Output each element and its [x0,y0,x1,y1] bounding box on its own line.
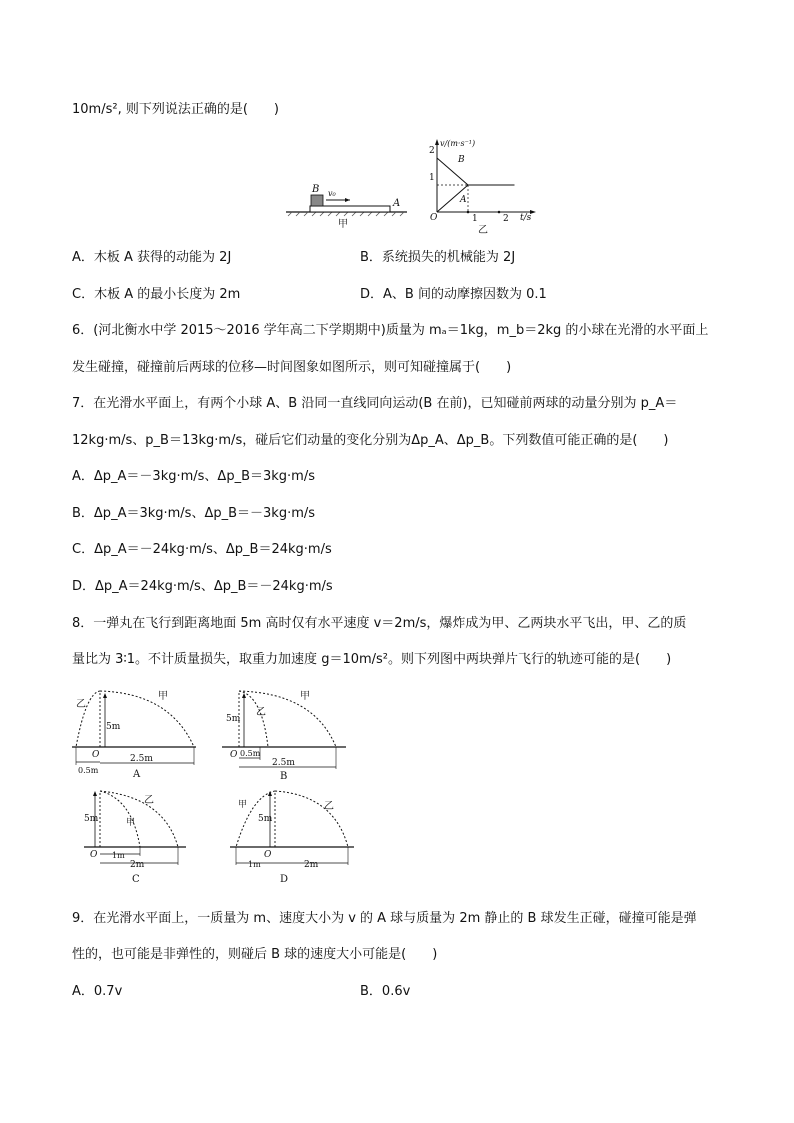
q5-option-d: D．A、B 间的动摩擦因数为 0.1 [360,287,547,302]
q9-line-2: 性的，也可能是非弹性的，则碰后 B 球的速度大小可能是( ) [72,947,438,962]
q8-line-1: 8．一弹丸在飞行到距离地面 5m 高时仅有水平速度 v＝2m/s，爆炸成为甲、乙两块水平飞出，甲、乙的质 [72,616,687,631]
fig-b-caption: B [280,771,288,780]
x-tick-dot [498,211,501,214]
series-line-a [437,185,515,212]
caption-yi: 乙 [478,225,488,236]
q7-option-b: B．Δp_A＝3kg·m/s、Δp_B＝－3kg·m/s [72,506,316,521]
fig-a-left-label: 乙 [76,699,86,710]
q9-line-1: 9．在光滑水平面上，一质量为 m、速度大小为 v 的 A 球与质量为 2m 静止的 B 球发生正碰，碰撞可能是弹 [72,911,697,926]
q5-option-b: B．系统损失的机械能为 2J [360,250,516,265]
q5-board-figure [282,180,412,230]
curve-a-label: A [460,195,467,205]
fig-b-d2: 2.5m [272,758,295,768]
fig-a-d1: 0.5m [78,766,99,775]
fig-d-height: 5m [258,814,273,824]
fig-c-left-label: 甲 [126,818,136,828]
axis-ylabel: v/(m·s⁻¹) [440,139,476,148]
y-tick-2: 2 [429,146,435,156]
q6-line-2: 发生碰撞，碰撞前后两球的位移—时间图象如图所示，则可知碰撞属于( ) [72,360,512,375]
fig-b-left-label: 乙 [256,707,266,718]
fig-a-height: 5m [106,722,121,732]
fig-a-caption: A [133,769,141,780]
q8-figure-b [220,685,350,780]
fig-d-left-label: 甲 [238,800,248,810]
fig-c-right-label: 乙 [144,795,154,806]
fig-b-d1: 0.5m [240,749,261,758]
fig-d-caption: D [280,874,289,885]
q8-line-2: 量比为 3∶1。不计质量损失，取重力加速度 g＝10m/s²。则下列图中两块弹片飞行的轨迹可能的是( ) [72,652,672,667]
label-v0: v₀ [328,189,336,198]
x-tick-1: 1 [472,214,478,224]
q7-line-2: 12kg·m/s、p_B＝13kg·m/s，碰后它们动量的变化分别为Δp_A、Δp_B。下列数值可能正确的是( ) [72,433,669,448]
fig-a-right-label: 甲 [158,691,168,702]
q9-option-a: A．0.7v [72,984,123,999]
curve-b-label: B [458,155,465,165]
fig-b-origin: O [230,750,238,760]
fig-a-origin: O [92,750,100,760]
fig-d-d2: 2m [304,860,319,870]
block-b [311,195,323,206]
q5-stem-tail: 10m/s², 则下列说法正确的是( ) [72,102,279,117]
q5-option-a: A．木板 A 获得的动能为 2J [72,250,232,265]
q9-option-b: B．0.6v [360,984,411,999]
q6-line-1: 6．(河北衡水中学 2015～2016 学年高二下学期期中)质量为 mₐ＝1kg，m_b＝2kg 的小球在光滑的水平面上 [72,323,709,338]
q8-figure-c [82,785,192,885]
q5-vt-graph [422,136,542,236]
q8-figure-d [228,785,358,885]
fig-c-height: 5m [84,814,99,824]
origin-label: O [430,213,438,223]
q5-option-c: C．木板 A 的最小长度为 2m [72,287,241,302]
fig-c-origin: O [90,850,98,860]
fig-d-right-label: 乙 [324,801,334,812]
series-line-b [437,158,515,185]
q7-option-c: C．Δp_A＝－24kg·m/s、Δp_B＝24kg·m/s [72,542,332,557]
fig-c-d2: 2m [130,860,145,870]
q8-figure-a [70,685,200,780]
x-tick-dot [467,211,470,214]
fig-d-origin: O [264,850,272,860]
fig-d-d1: 1m [248,860,261,869]
y-tick-1: 1 [429,173,435,183]
fig-c-d1: 1m [112,851,125,860]
fig-b-height: 5m [226,714,241,724]
q7-option-a: A．Δp_A＝－3kg·m/s、Δp_B＝3kg·m/s [72,469,315,484]
fig-c-caption: C [132,874,140,885]
q7-line-1: 7．在光滑水平面上，有两个小球 A、B 沿同一直线同向运动(B 在前)，已知碰前两球的动量分别为 p_A＝ [72,396,678,411]
fig-b-right-label: 甲 [300,691,310,702]
label-a: A [393,198,401,209]
q7-option-d: D．Δp_A＝24kg·m/s、Δp_B＝－24kg·m/s [72,579,333,594]
axis-xlabel: t/s [520,213,532,223]
caption-jia: 甲 [338,219,348,230]
label-b: B [312,184,320,195]
x-tick-2: 2 [503,214,509,224]
fig-a-d2: 2.5m [130,754,153,764]
